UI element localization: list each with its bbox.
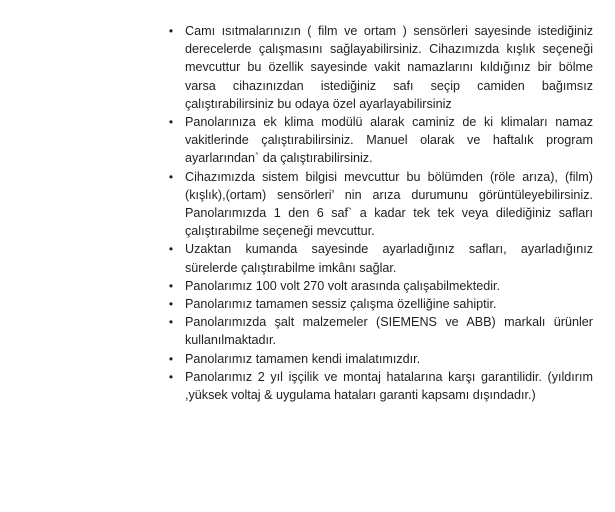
list-item-text: Uzaktan kumanda sayesinde ayarladığınız safları, ayarladığınız sürelerde çalıştırabilme imkânı sağlar. <box>185 242 593 275</box>
bullet-icon: • <box>168 115 174 130</box>
bullet-icon: • <box>168 369 174 384</box>
bullet-icon: • <box>168 24 174 38</box>
list-item-text: Panolarımızda şalt malzemeler (SIEMENS ve ABB) markalı ürünler kullanılmaktadır. <box>185 315 593 348</box>
list-item-text: Cihazımızda sistem bilgisi mevcuttur bu bölümden (röle arıza), (film) (kışlık),(ortam) sensörleri’ nin arıza durumunu görüntüleyebilirsiniz. Panolarımızda 1 den 6 saf` a kadar tek tek veya dilediğiniz safları çalıştırabilme seçeneği mevcuttur. <box>185 169 593 239</box>
bullet-icon: • <box>168 351 174 366</box>
list-item <box>166 350 593 368</box>
list-item <box>166 240 593 276</box>
bullet-icon: • <box>168 315 174 330</box>
list-item <box>166 168 593 241</box>
list-item-text: Panolarımız tamamen sessiz çalışma özelliğine sahiptir. <box>185 297 497 312</box>
list-item-text: Panolarımız 100 volt 270 volt arasında çalışabilmektedir. <box>185 278 501 293</box>
bullet-icon: • <box>168 297 174 312</box>
list-item <box>166 22 593 113</box>
list-item <box>166 313 593 349</box>
list-item-text: Panolarınıza ek klima modülü alarak caminiz de ki klimaları namaz vakitlerinde çalıştırabilirsiniz. Manuel olarak ve haftalık program ayarlarından` da çalıştırabilirsiniz. <box>185 115 593 166</box>
feature-bullet-list <box>166 22 593 404</box>
list-item <box>166 277 593 295</box>
list-item-text: Panolarımız tamamen kendi imalatımızdır. <box>185 351 421 366</box>
bullet-icon: • <box>168 242 174 257</box>
bullet-icon: • <box>168 169 174 184</box>
list-item <box>166 368 593 404</box>
list-item-text: Panolarımız 2 yıl işçilik ve montaj hatalarına karşı garantilidir. (yıldırım ,yüksek voltaj & uygulama hataları garanti kapsamı dışındadır.) <box>185 369 593 403</box>
list-item <box>166 295 593 313</box>
list-item <box>166 113 593 168</box>
list-item-text: Camı ısıtmalarınızın ( film ve ortam ) sensörleri sayesinde istediğiniz derecelerde çalışmasını sağlayabilirsiniz. Cihazımızda kışlık seçeneği mevcuttur bu özellik sayesinde vakit namazlarını kıldığınız bir bölme varsa cihazınızdan istediğiniz safı seçip camiden bağımsız çalıştırabilirsiniz bu odaya özel ayarlayabilirsiniz <box>185 24 593 111</box>
bullet-icon: • <box>168 278 174 293</box>
